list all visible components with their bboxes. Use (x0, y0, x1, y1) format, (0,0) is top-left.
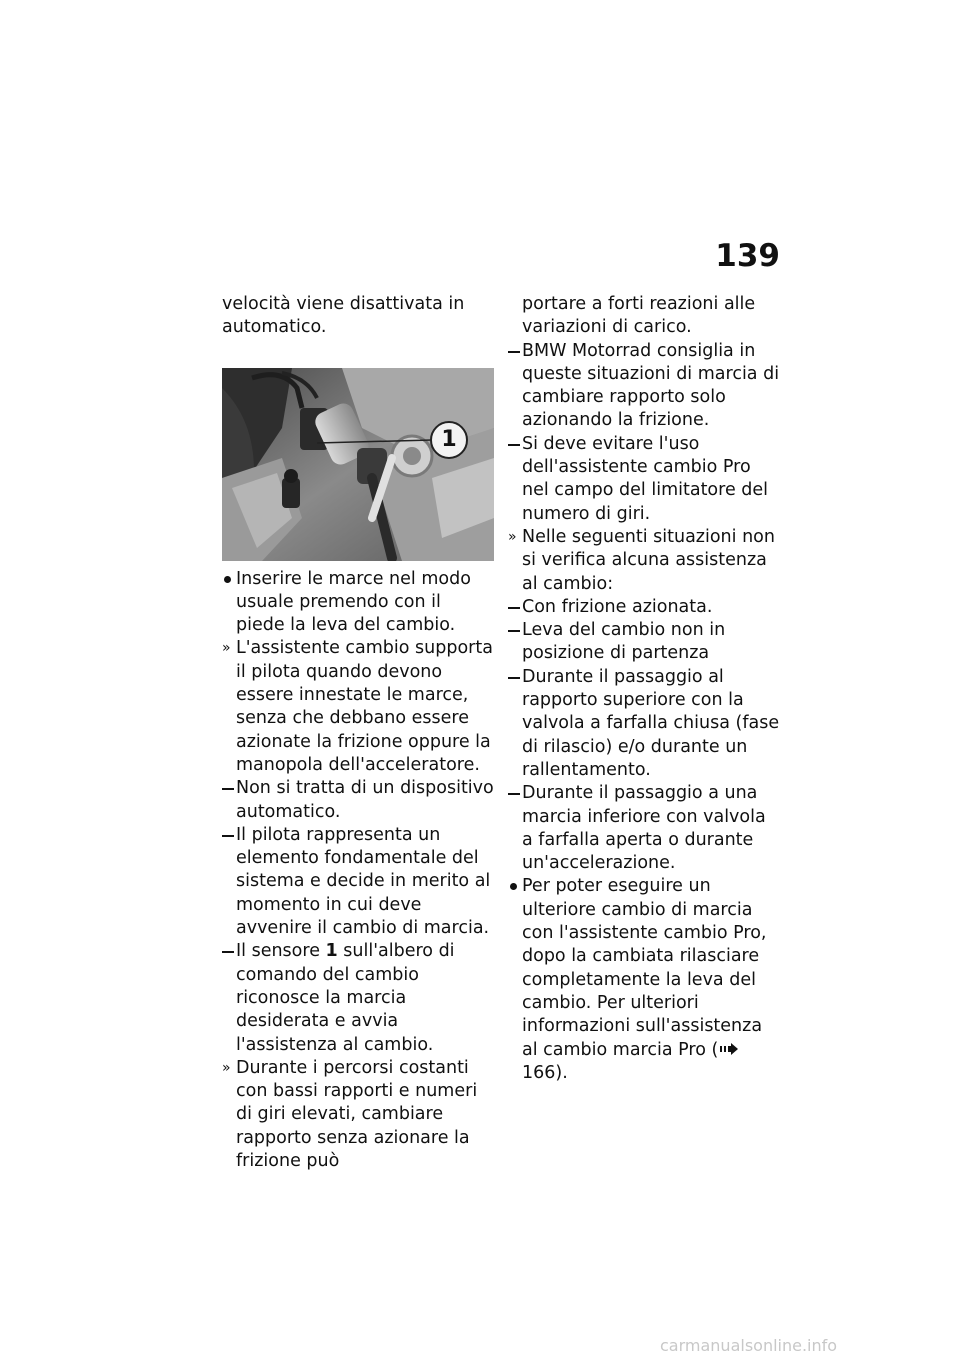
list-item-text: Non si tratta di un dispositivo automatico. (236, 778, 494, 822)
list-item (508, 875, 780, 1085)
text-segment: sull'albero di comando del cambio riconosce la marcia desiderata e avvia l'assistenza al cambio. (236, 941, 455, 1055)
page-reference-link[interactable]: 166 (522, 1063, 556, 1084)
callout-label: 1 (430, 421, 468, 459)
result-arrow-icon: » (222, 1059, 231, 1076)
continuation-paragraph: portare a forti reazioni alle variazioni di carico. (522, 294, 756, 338)
list-item (222, 777, 494, 824)
list-item (222, 940, 494, 1056)
text-segment: ). (555, 1063, 568, 1084)
list-item (508, 340, 780, 433)
page-number: 139 (715, 238, 780, 274)
list-item-text: Con frizione azionata. (522, 596, 713, 617)
list-item-text: Durante il passaggio a una marcia inferiore con valvola a farfalla aperta o durante un'accelerazione. (522, 783, 766, 874)
list-item (222, 568, 494, 638)
result-arrow-icon: » (222, 640, 231, 657)
list-item (508, 526, 780, 596)
list-item (222, 1057, 494, 1173)
list-item (508, 619, 780, 666)
list-item (222, 637, 494, 777)
list-item-text (522, 876, 766, 1083)
list-item-text: Nelle seguenti situazioni non si verifica alcuna assistenza al cambio: (522, 526, 775, 594)
list-item (508, 433, 780, 526)
text-segment: Per poter eseguire un ulteriore cambio di marcia con l'assistente cambio Pro, dopo la cambiata rilasciare completamente la leva del cambio. Per ulteriori informazioni sull'assistenza al cambio marcia Pro ( (522, 876, 767, 1061)
list-item-text: Si deve evitare l'uso dell'assistente cambio Pro nel campo del limitatore del numero di giri. (522, 433, 769, 524)
list-item-text (236, 941, 455, 1054)
list-item (508, 596, 780, 619)
intro-paragraph: velocità viene disattivata in automatico. (222, 294, 465, 338)
list-item-text: L'assistente cambio supporta il pilota quando devono essere innestate le marce, senza che debbano essere azionate la frizione oppure la manopola dell'acceleratore. (236, 638, 493, 775)
list-item-text: Durante il passaggio al rapporto superiore con la valvola a farfalla chiusa (fase di rilascio) e/o durante un rallentamento. (522, 666, 780, 780)
list-item-text: Il pilota rappresenta un elemento fondamentale del sistema e decide in merito al momento in cui deve avvenire il cambio di marcia. (236, 824, 491, 939)
text-segment: Il sensore (236, 941, 326, 962)
engine-illustration (222, 368, 494, 561)
footer-watermark: carmanualsonline.info (660, 1336, 838, 1355)
right-column (508, 293, 780, 1086)
list-item (222, 824, 494, 940)
list-item-text: BMW Motorrad consiglia in queste situazioni di marcia di cambiare rapporto solo azionando la frizione. (522, 340, 780, 431)
page-reference-arrow-icon (720, 1039, 738, 1062)
list-item-text: Leva del cambio non in posizione di partenza (522, 620, 726, 664)
sensor-reference-number: 1 (325, 941, 338, 962)
list-item (508, 782, 780, 875)
list-item (508, 666, 780, 782)
list-item-text: Inserire le marce nel modo usuale premendo con il piede la leva del cambio. (236, 568, 471, 636)
left-column (222, 293, 494, 1173)
list-item-text: Durante i percorsi costanti con bassi rapporti e numeri di giri elevati, cambiare rapporto senza azionare la frizione può (236, 1057, 478, 1172)
result-arrow-icon: » (508, 528, 517, 545)
gearshift-sensor-photo (222, 368, 494, 561)
